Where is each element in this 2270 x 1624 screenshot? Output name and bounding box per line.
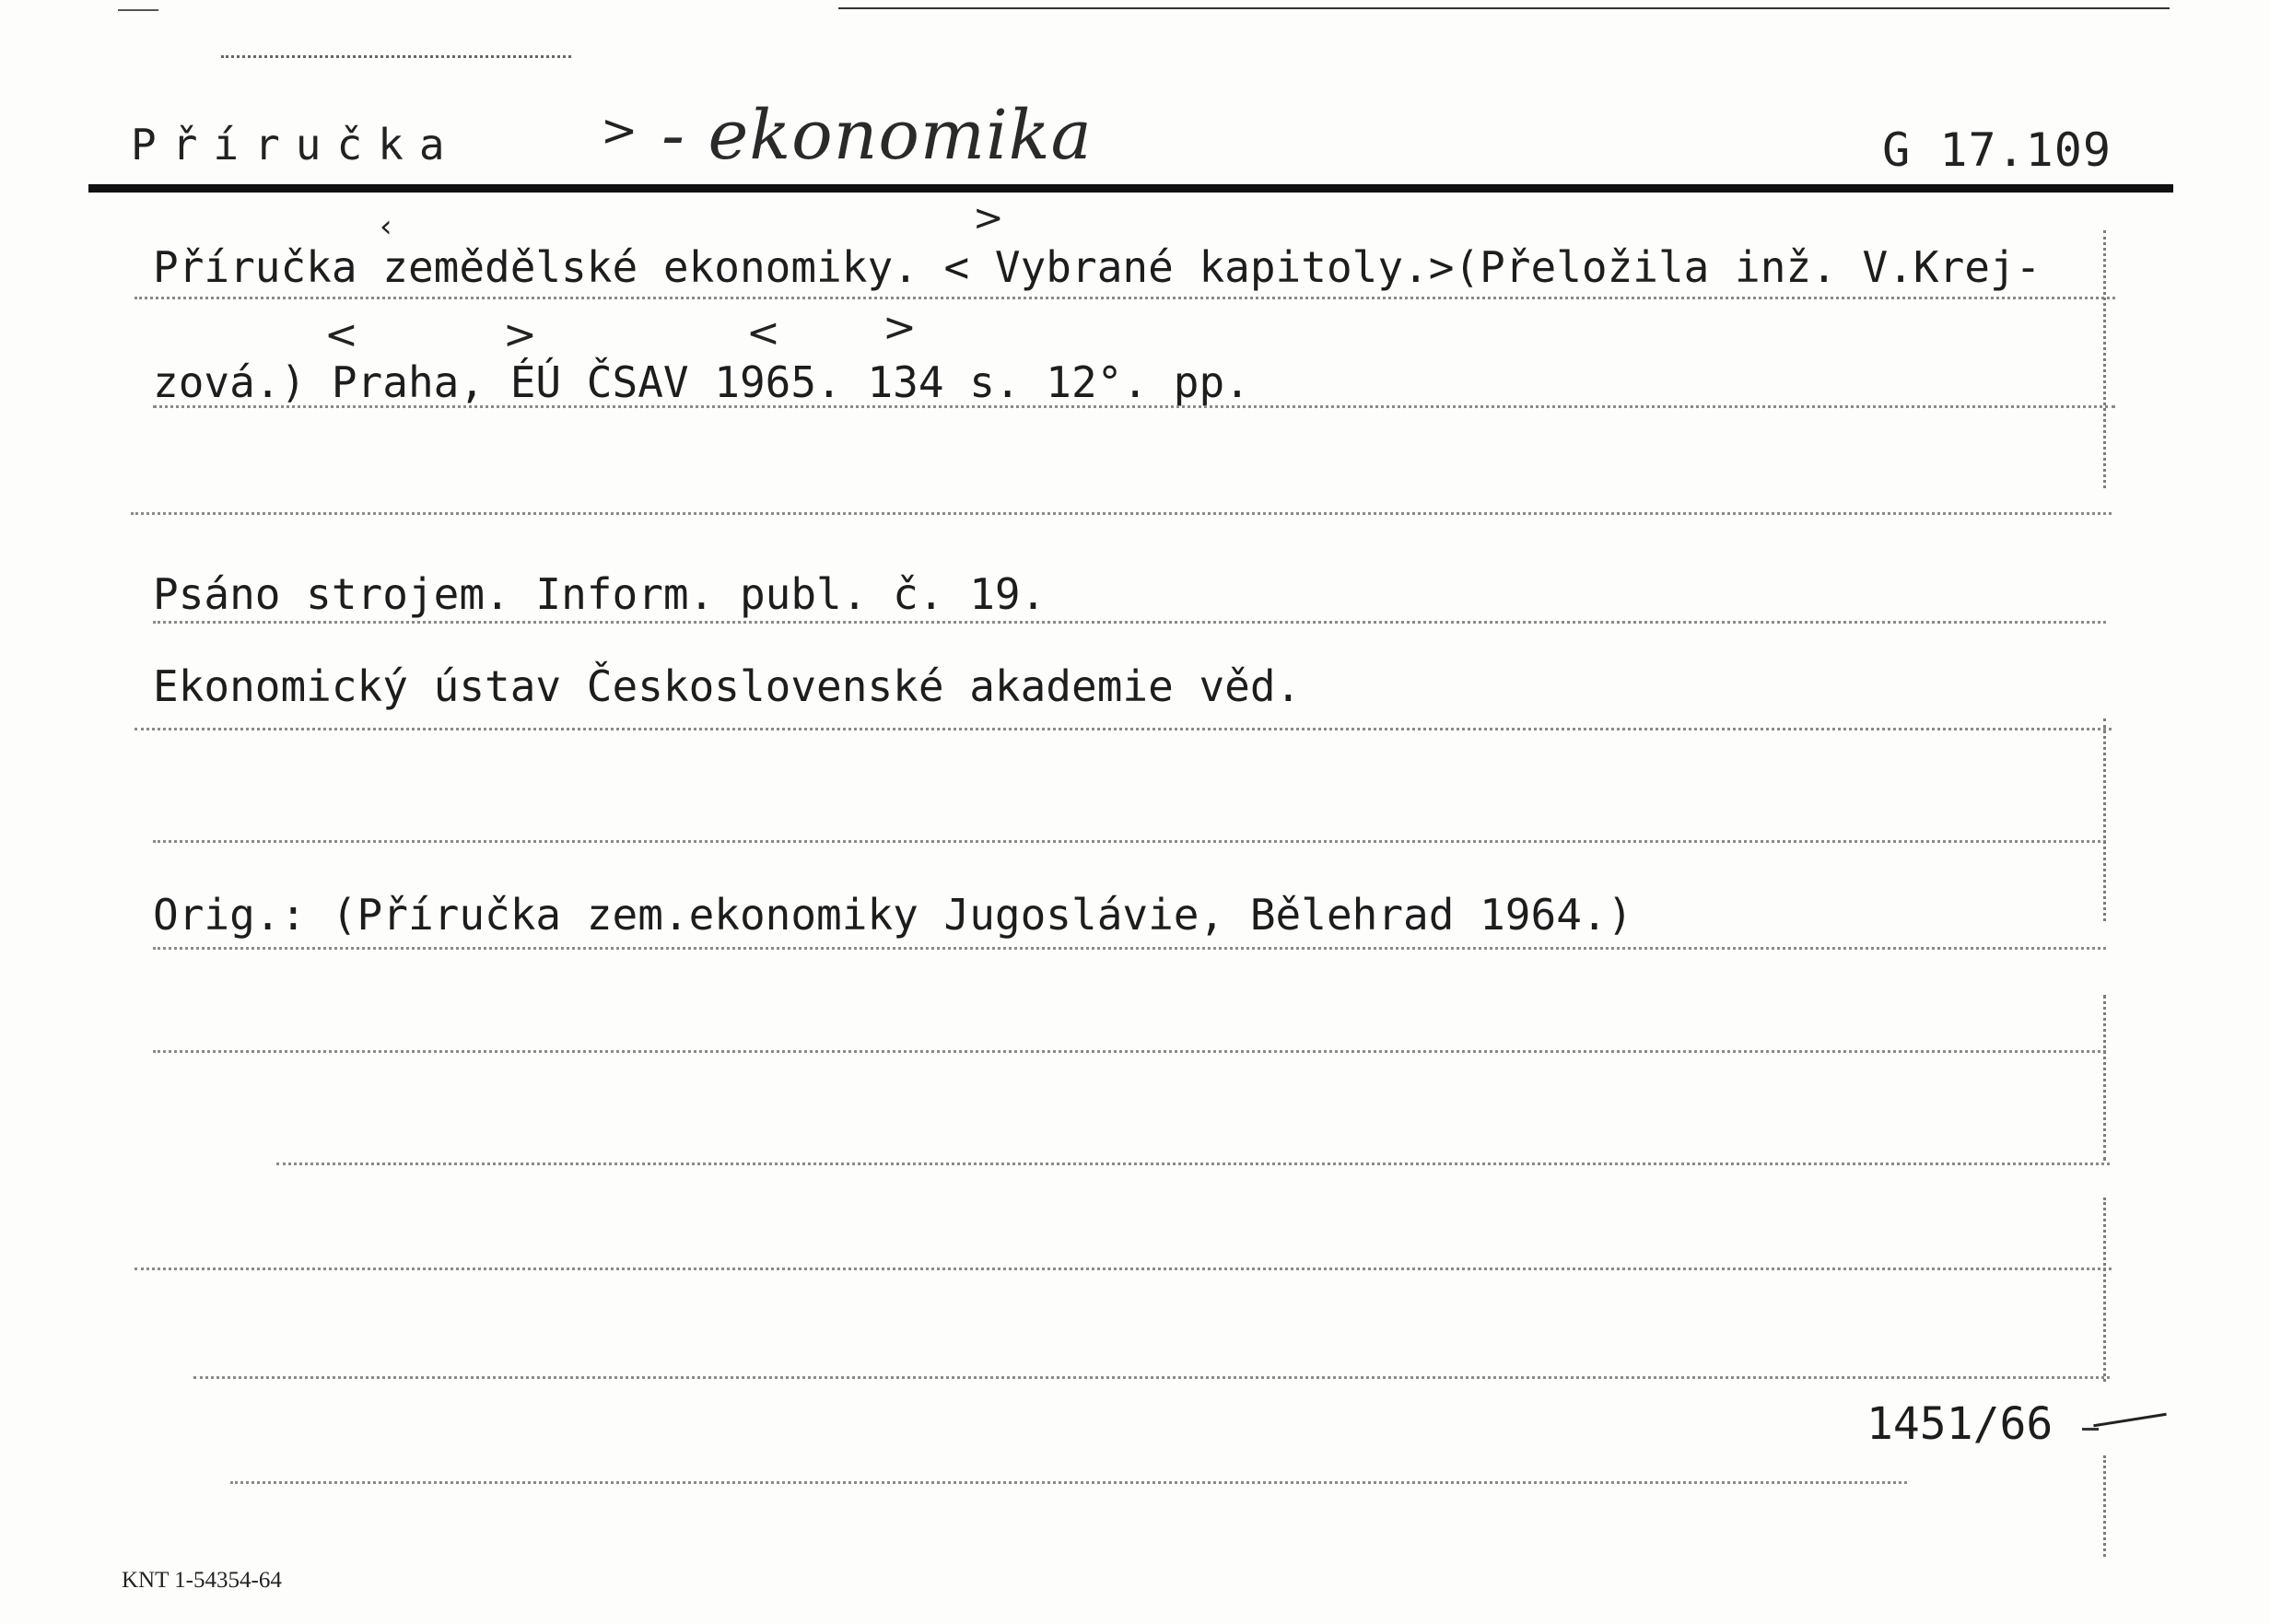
entry-line-4: Ekonomický ústav Československé akademie věd. bbox=[153, 661, 1302, 711]
guide-line bbox=[135, 1268, 2112, 1270]
guide-line bbox=[153, 621, 2106, 624]
guide-line bbox=[153, 947, 2106, 950]
guide-line bbox=[131, 512, 2112, 515]
shelfmark: G 17.109 bbox=[1882, 123, 2112, 177]
entry-line-2: zová.) Praha, ÉÚ ČSAV 1965. 134 s. 12°. pp. bbox=[153, 357, 1250, 407]
right-border bbox=[2103, 1198, 2106, 1382]
right-border bbox=[2103, 1455, 2106, 1557]
entry-line-3: Psáno strojem. Inform. publ. č. 19. bbox=[153, 569, 1047, 619]
edit-mark: < bbox=[324, 311, 358, 358]
guide-line bbox=[153, 1050, 2106, 1053]
right-border bbox=[2103, 719, 2106, 921]
edit-mark: > bbox=[883, 304, 917, 351]
edit-mark: < bbox=[746, 310, 780, 356]
guide-line bbox=[153, 840, 2106, 843]
heading-title: Příručka bbox=[131, 120, 461, 169]
heading-handwritten-annotation: - ekonomika bbox=[661, 96, 1093, 175]
printer-code: KNT 1-54354-64 bbox=[122, 1568, 282, 1593]
heading-rule bbox=[88, 184, 2173, 193]
guide-line bbox=[230, 1481, 1907, 1484]
accession-stroke bbox=[2082, 1428, 2099, 1431]
entry-line-5: Orig.: (Příručka zem.ekonomiky Jugoslávie, Bělehrad 1964.) bbox=[153, 890, 1633, 940]
guide-line bbox=[135, 728, 2112, 730]
guide-line bbox=[153, 405, 2115, 408]
heading-arrow: > bbox=[601, 105, 638, 157]
guide-line bbox=[193, 1376, 2110, 1379]
right-border bbox=[2103, 230, 2106, 488]
accession-number: 1451/66 bbox=[1866, 1398, 2054, 1450]
entry-line-1: Příručka zemědělské ekonomiky. < Vybrané kapitoly.>(Přeložila inž. V.Krej- bbox=[153, 242, 2042, 292]
guide-line bbox=[276, 1163, 2110, 1165]
edit-mark: > bbox=[973, 197, 1004, 240]
card-top-edge bbox=[838, 7, 2170, 9]
right-border bbox=[2103, 995, 2106, 1161]
edit-mark: > bbox=[503, 311, 537, 358]
guide-line bbox=[135, 297, 2115, 299]
accession-stroke bbox=[2093, 1413, 2166, 1427]
faint-dashes bbox=[221, 55, 571, 60]
edge-mark bbox=[118, 9, 158, 11]
edit-mark: ‹ bbox=[380, 208, 392, 245]
